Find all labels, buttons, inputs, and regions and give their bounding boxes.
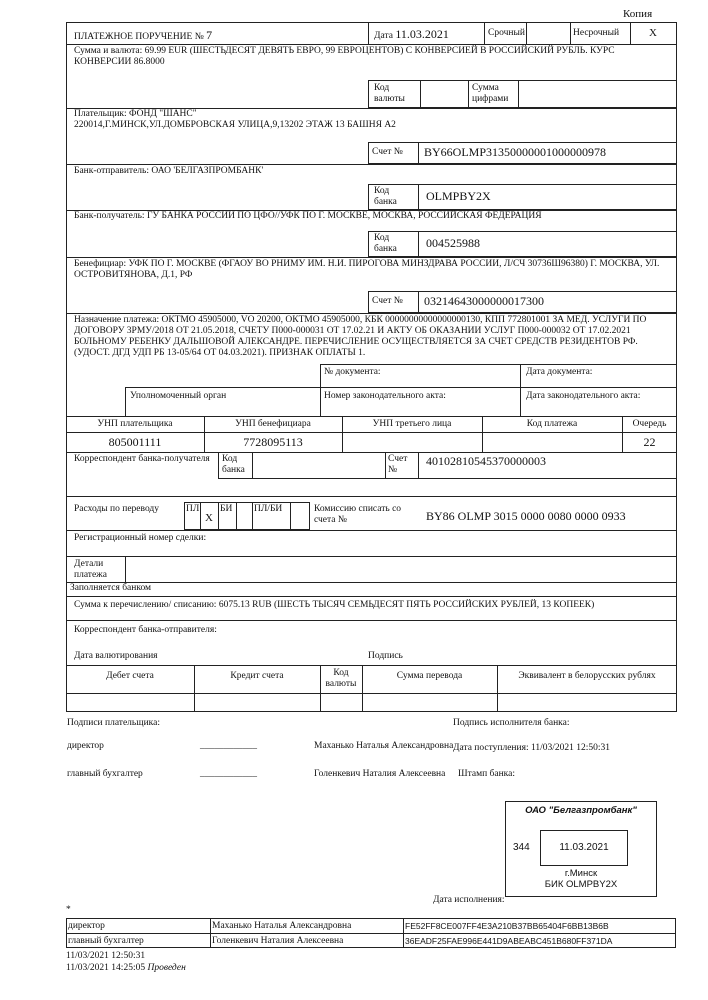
table-header-credit: Кредит счета <box>230 671 284 681</box>
stamp-label: Штамп банка: <box>458 769 515 779</box>
payment-purpose: Назначение платежа: ОКТМО 45905000, VO 20200, ОКТМО 45905000, КБК 00000000000000000130, КПП 772801001 ЗА МЕД. УСЛУГИ ПО ДОГОВОРУ 3РМУ/2018 ОТ 21.05.2018, СЧЕТУ П000-000031 ОТ 17.02.21 И АКТУ ОБ ОКАЗАНИИ УСЛУГ П000-000032 ОТ 17.02.2021 БОЛЬНОМУ РЕБЕНКУ ДАЛЬШОВОЙ АЛЕКСАНДРЕ. ПЕРЕЧИСЛЕНИЕ ОСУЩЕСТВЛЯЕТСЯ ЗА СЧЕТ СРЕДСТВ РЕЗИДЕНТОВ РФ. (УДОСТ. ДГД УДП РБ 13-05/64 ОТ 04.03.2021). ПРИЗНАК ОПЛАТЫ 1. <box>74 315 647 358</box>
expenses-pl: ПЛ <box>186 504 200 514</box>
correspondent-label: Корреспондент банка-получателя <box>74 454 210 464</box>
accountant-name: Голенкевич Наталия Алексеевна <box>314 769 446 779</box>
queue-value: 22 <box>643 435 656 449</box>
director-signature-line: ____________ <box>200 741 257 751</box>
form-title: ПЛАТЕЖНОЕ ПОРУЧЕНИЕ № 7 <box>74 28 213 42</box>
sign-row-hash: 36EADF25FAE996E441D9ABEABC451B680FF371DA <box>405 936 613 946</box>
receiver-bank-label: Банк-получатель: ГУ БАНКА РОССИИ ПО ЦФО//УФК ПО Г. МОСКВЕ, МОСКВА, РОССИЙСКАЯ ФЕДЕРАЦИЯ <box>74 211 542 221</box>
sum-digits-label: Сумма цифрами <box>472 83 509 104</box>
sign-row-name: Голенкевич Наталия Алексеевна <box>212 936 344 946</box>
copy-label: Копия <box>623 8 653 20</box>
footer-timestamp: 11/03/2021 12:50:31 <box>66 951 146 961</box>
amount-text: Сумма и валюта: 69.99 EUR (ШЕСТЬДЕСЯТ ДЕВЯТЬ ЕВРО, 99 ЕВРОЦЕНТОВ) С КОНВЕРСИЕЙ В РОССИЙСКИЙ РУБЛЬ. КУРС КОНВЕРСИИ 86.8000 <box>74 46 615 67</box>
unp-payer-value: 805001111 <box>108 435 162 449</box>
table-header-debit: Дебет счета <box>106 671 154 681</box>
non-urgent-mark: X <box>649 27 657 39</box>
currency-code-label: Код валюты <box>374 83 405 104</box>
expenses-bi: БИ <box>220 504 233 514</box>
queue-label: Очередь <box>632 419 667 429</box>
stamp-city: г.Минск <box>564 868 598 879</box>
stamp-bic: БИК OLMPBY2X <box>544 879 618 890</box>
receiver-bank-code-label: Код банка <box>374 233 397 254</box>
authority-label: Уполномоченный орган <box>130 391 227 401</box>
payment-code-label: Код платежа <box>526 419 578 429</box>
asterisk: * <box>66 905 71 915</box>
payer-account: BY66OLMP31350000001000000978 <box>424 145 607 159</box>
table-header-currency-code: Код валюты <box>325 668 357 689</box>
execution-date-label: Дата исполнения: <box>433 895 505 905</box>
commission-account: BY86 OLMP 3015 0000 0080 0000 0933 <box>426 509 626 523</box>
unp-beneficiary-value: 7728095113 <box>243 435 303 449</box>
accountant-signature-line: ____________ <box>200 769 257 779</box>
correspondent-code-label: Код банка <box>222 454 245 475</box>
payment-details-label: Детали платежа <box>74 559 107 580</box>
doc-date-label: Дата документа: <box>526 367 593 377</box>
sender-correspondent-label: Корреспондент банка-отправителя: <box>74 625 217 635</box>
payer-label: Плательщик: ФОНД "ШАНС" <box>74 109 197 119</box>
correspondent-account: 40102810545370000003 <box>426 454 546 468</box>
payer-account-label: Счет № <box>372 147 403 157</box>
signature-label: Подпись <box>368 651 403 661</box>
receipt-date: Дата поступления: 11/03/2021 12:50:31 <box>453 743 611 753</box>
correspondent-account-label: Счет № <box>388 454 408 475</box>
unp-payer-label: УНП плательщика <box>97 419 173 429</box>
expenses-pl-mark: X <box>205 512 213 524</box>
sender-bank-code: OLMPBY2X <box>426 189 491 203</box>
director-name: Маханько Наталья Александровна <box>314 741 454 751</box>
registration-number-label: Регистрационный номер сделки: <box>74 533 207 543</box>
footer-status-line: 11/03/2021 14:25:05 Проведен <box>66 963 186 973</box>
unp-beneficiary-label: УНП бенефициара <box>235 419 311 429</box>
table-header-byn-equivalent: Эквивалент в белорусских рублях <box>518 671 656 681</box>
act-date-label: Дата законодательного акта: <box>526 391 641 401</box>
value-date-label: Дата валютирования <box>74 651 158 661</box>
director-label: директор <box>67 741 104 751</box>
beneficiary-account: 03214643000000017300 <box>424 294 544 308</box>
sender-bank-code-label: Код банка <box>374 186 397 207</box>
stamp-bank-name: ОАО "Белгазпромбанк" <box>525 805 637 816</box>
urgent-label: Срочный <box>488 28 525 38</box>
beneficiary-text: Бенефициар: УФК ПО Г. МОСКВЕ (ФГАОУ ВО РНИМУ ИМ. Н.И. ПИРОГОВА МИНЗДРАВА РОССИИ, Л/СЧ 30736Ш96380) Г. МОСКВА, УЛ. ОСТРОВИТЯНОВА, Д.1, РФ <box>74 259 660 280</box>
sign-row-role: директор <box>68 921 105 931</box>
doc-number-label: № документа: <box>324 367 381 377</box>
sign-row-name: Маханько Наталья Александровна <box>212 921 352 931</box>
stamp-date: 11.03.2021 <box>559 842 609 853</box>
payer-address: 220014,Г.МИНСК,УЛ.ДОМБРОВСКАЯ УЛИЦА,9,13202 ЭТАЖ 13 БАШНЯ А2 <box>74 120 396 130</box>
sign-row-role: главный бухгалтер <box>68 936 144 946</box>
non-urgent-label: Несрочный <box>573 28 620 38</box>
payer-signatures-label: Подписи плательщика: <box>67 718 160 728</box>
commission-label: Комиссию списать со счета № <box>314 504 402 525</box>
act-number-label: Номер законодательного акта: <box>324 391 446 401</box>
table-header-transfer-sum: Сумма перевода <box>396 671 463 681</box>
expenses-plbi: ПЛ/БИ <box>254 504 283 514</box>
accountant-label: главный бухгалтер <box>67 769 143 779</box>
sender-bank-label: Банк-отправитель: ОАО 'БЕЛГАЗПРОМБАНК' <box>74 166 264 176</box>
stamp-number: 344 <box>513 842 530 853</box>
beneficiary-account-label: Счет № <box>372 296 403 306</box>
unp-third-party-label: УНП третьего лица <box>372 419 452 429</box>
expenses-label: Расходы по переводу <box>74 504 160 514</box>
bank-fill-label: Заполняется банком <box>70 583 152 593</box>
bank-signature-label: Подпись исполнителя банка: <box>453 718 570 728</box>
sign-row-hash: FE52FF8CE007FF4E3A210B37BB65404F6BB13B6B <box>405 921 609 931</box>
form-date: Дата 11.03.2021 <box>374 27 449 41</box>
transfer-sum: Сумма к перечислению/ списанию: 6075.13 RUB (ШЕСТЬ ТЫСЯЧ СЕМЬДЕСЯТ ПЯТЬ РОССИЙСКИХ РУБЛЕЙ, 13 КОПЕЕК) <box>74 600 595 610</box>
receiver-bank-code: 004525988 <box>426 236 480 250</box>
